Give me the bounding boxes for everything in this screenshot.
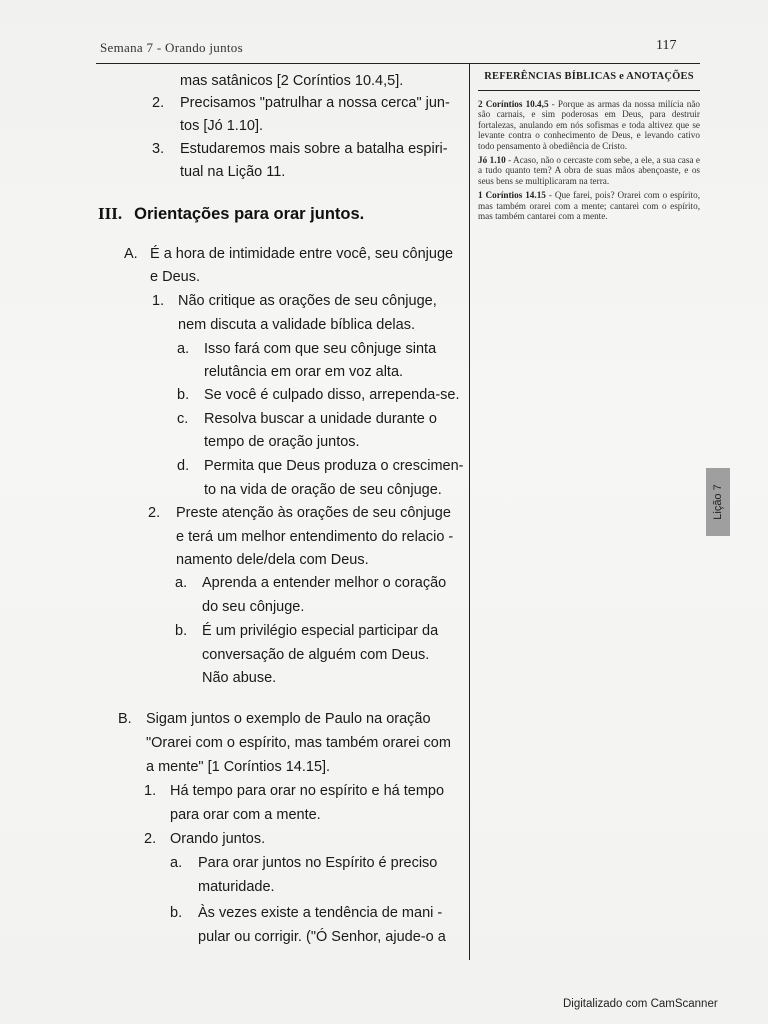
- sidebar-title: REFERÊNCIAS BÍBLICAS e ANOTAÇÕES: [484, 71, 694, 82]
- item-letter: b.: [175, 623, 188, 639]
- text-line: namento dele/dela com Deus.: [176, 552, 369, 568]
- reference-note: [478, 190, 700, 221]
- item-number: 2.: [148, 505, 161, 521]
- reference-note: [478, 99, 700, 151]
- item-letter: B.: [118, 711, 132, 727]
- text-line: Não critique as orações de seu cônjuge,: [178, 293, 437, 309]
- scanner-watermark: Digitalizado com CamScanner: [563, 998, 718, 1010]
- text-line: Não abuse.: [202, 670, 277, 686]
- section-heading: [98, 204, 364, 224]
- lesson-tab-label: Lição 7: [712, 484, 724, 520]
- text-line: conversação de alguém com Deus.: [202, 647, 430, 663]
- reference-note: [478, 155, 700, 186]
- reference-citation: 2 Coríntios 10.4,5: [478, 99, 549, 109]
- text-line: tos [Jó 1.10].: [180, 118, 264, 134]
- text-line: É um privilégio especial participar da: [202, 623, 439, 639]
- reference-text: - Acaso, não o cercaste com sebe, a ele, a sua casa e a tudo quanto tem? A obra de suas mãos abençoaste, e os seus bens se multiplicaram na terra.: [478, 155, 701, 186]
- item-number: 3.: [152, 141, 165, 157]
- section-numeral: III.: [98, 204, 123, 223]
- text-line: nem discuta a validade bíblica delas.: [178, 317, 415, 333]
- item-letter: A.: [124, 246, 138, 262]
- text-line: Para orar juntos no Espírito é preciso: [198, 855, 438, 871]
- text-line: mas satânicos [2 Coríntios 10.4,5].: [180, 73, 404, 89]
- text-line: e Deus.: [150, 269, 200, 285]
- text-line: Resolva buscar a unidade durante o: [204, 411, 437, 427]
- text-line: a mente" [1 Coríntios 14.15].: [146, 759, 331, 775]
- references-sidebar: [478, 66, 700, 221]
- text-line: Precisamos "patrulhar a nossa cerca" jun-: [180, 95, 450, 111]
- lesson-tab: [706, 468, 730, 536]
- item-letter: c.: [177, 411, 189, 427]
- running-head: Semana 7 - Orando juntos: [100, 40, 243, 55]
- text-line: relutância em orar em voz alta.: [204, 364, 404, 380]
- item-number: 1.: [152, 293, 165, 309]
- reference-text: - Porque as armas da nossa milícia não são carnais, e sim poderosas em Deus, para destruir fortalezas, anulando em nós sofismas e toda altivez que se levante contra o conhecimento de Deus, e levando cativo todo pensamento à obediência de Cristo.: [478, 99, 701, 151]
- text-line: para orar com a mente.: [170, 807, 321, 823]
- text-line: Há tempo para orar no espírito e há tempo: [170, 783, 445, 799]
- item-letter: d.: [177, 458, 190, 474]
- page-number: 117: [656, 38, 677, 53]
- text-line: Se você é culpado disso, arrependa-se.: [204, 387, 460, 403]
- text-line: e terá um melhor entendimento do relacio -: [176, 529, 454, 545]
- reference-text: - Que farei, pois? Orarei com o espírito, mas também orarei com a mente; cantarei com o espírito, mas também cantarei com a mente.: [478, 190, 700, 222]
- item-letter: a.: [170, 855, 183, 871]
- item-letter: b.: [170, 905, 183, 921]
- item-letter: a.: [175, 575, 188, 591]
- text-line: Preste atenção às orações de seu cônjuge: [176, 505, 451, 521]
- item-letter: b.: [177, 387, 190, 403]
- item-number: 2.: [144, 831, 157, 847]
- text-line: Orando juntos.: [170, 831, 266, 847]
- text-line: Permita que Deus produza o crescimen-: [204, 458, 464, 474]
- item-letter: a.: [177, 341, 190, 357]
- reference-citation: 1 Coríntios 14.15: [478, 190, 546, 201]
- text-line: "Orarei com o espírito, mas também orarei com: [146, 735, 451, 751]
- text-line: Aprenda a entender melhor o coração: [202, 575, 447, 591]
- section-title: Orientações para orar juntos.: [134, 205, 365, 223]
- text-line: Às vezes existe a tendência de mani -: [198, 905, 443, 921]
- sidebar-title-rule: [478, 90, 700, 91]
- text-line: to na vida de oração de seu cônjuge.: [204, 482, 442, 498]
- item-number: 2.: [152, 95, 165, 111]
- text-line: É a hora de intimidade entre você, seu cônjuge: [150, 246, 454, 262]
- item-number: 1.: [144, 783, 157, 799]
- text-line: maturidade.: [198, 879, 275, 895]
- column-divider: [469, 64, 470, 960]
- reference-citation: Jó 1.10: [478, 155, 506, 166]
- text-line: Sigam juntos o exemplo de Paulo na oração: [146, 711, 431, 727]
- text-line: tual na Lição 11.: [180, 164, 286, 180]
- text-line: do seu cônjuge.: [202, 599, 305, 615]
- text-line: pular ou corrigir. ("Ó Senhor, ajude-o a: [198, 929, 446, 945]
- text-line: tempo de oração juntos.: [204, 434, 360, 450]
- text-line: Isso fará com que seu cônjuge sinta: [204, 341, 437, 357]
- text-line: Estudaremos mais sobre a batalha espiri-: [180, 141, 448, 157]
